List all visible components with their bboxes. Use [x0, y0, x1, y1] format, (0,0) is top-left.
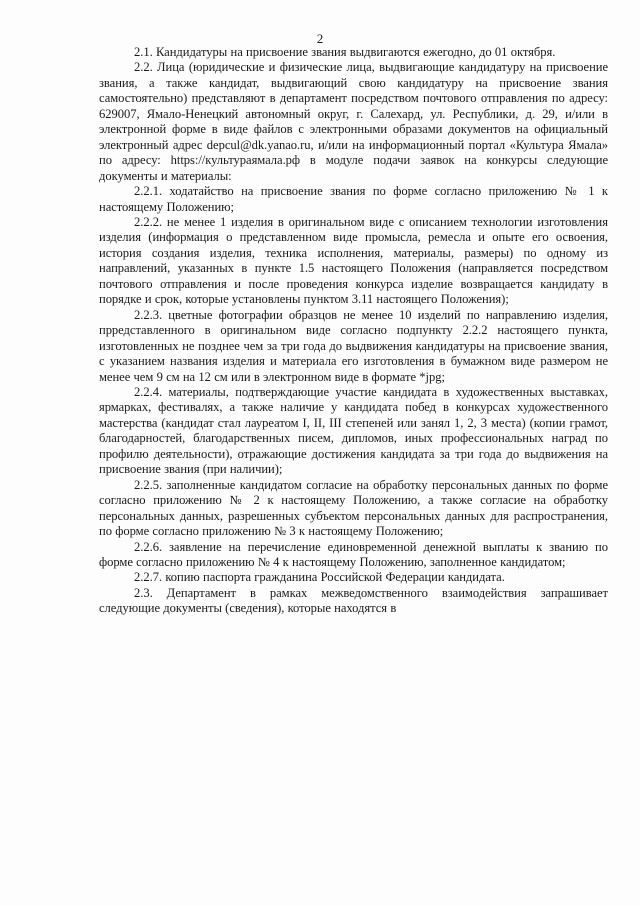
paragraph-2-2-4: 2.2.4. материалы, подтверждающие участие кандидата в художественных выставках, ярмарках, фестивалях, а также наличие у кандидата побед в конкурсах художественного мастерства (кандидат стал лауреатом I, II, III степеней или занял 1, 2, 3 места) (копии грамот, благодарностей, благодарственных писем, дипломов, иных профессиональных наград по профилю деятельности), отражающие достижения кандидата за три года до выдвижения на присвоение звания (при наличии); — [99, 384, 608, 477]
paragraph-2-1: 2.1. Кандидатуры на присвоение звания выдвигаются ежегодно, до 01 октября. — [134, 45, 556, 59]
paragraph-2-2-6: 2.2.6. заявление на перечисление единовременной денежной выплаты к званию по форме согласно приложению № 4 к настоящему Положению, заполненное кандидатом; — [99, 539, 608, 569]
paragraph-2-2-7: 2.2.7. копию паспорта гражданина Российской Федерации кандидата. — [134, 570, 505, 585]
document-body — [99, 45, 608, 617]
paragraph-2-2-5: 2.2.5. заполненные кандидатом согласие на обработку персональных данных по форме согласно приложению № 2 к настоящему Положению, а также согласие на обработку персональных данных, разрешенных субъектом персональных данных для распространения, по форме согласно приложению № 3 к настоящему Положению; — [99, 477, 608, 539]
paragraph-2-2: 2.2. Лица (юридические и физические лица, выдвигающие кандидатуру на присвоение звания, а также кандидат, выдвигающий свою кандидатуру на присвоение звания самостоятельно) представляют в департамент посредством почтового отправления по адресу: 629007, Ямало-Ненецкий автономный округ, г. Салехард, ул. Республики, д. 29, и/или в электронной форме в виде файлов с электронными образами документов на официальный электронный адрес depcul@dk.yanao.ru, и/или на информационный портал «Культура Ямала» по адресу: https://культураямала.рф в модуле подачи заявок на конкурсы следующие документы и материалы: — [99, 60, 608, 183]
paragraph-2-3: 2.3. Департамент в рамках межведомственного взаимодействия запрашивает следующие документы (сведения), которые находятся в — [99, 585, 608, 616]
paragraph-2-2-2: 2.2.2. не менее 1 изделия в оригинальном виде с описанием технологии изготовления изделия (информация о представленном виде промысла, ремесла и опыте его освоения, история создания изделия, техника исполнения, материалы, размеры) по одному из направлений, указанных в пункте 1.5 настоящего Положения (направляется посредством почтового отправления и после проведения конкурса изделие возвращается кандидату в порядке и срок, которые установлены пунктом 3.11 настоящего Положения); — [99, 214, 608, 307]
page-number: 2 — [316, 31, 324, 46]
paragraph-2-2-1: 2.2.1. ходатайство на присвоение звания по форме согласно приложению № 1 к настоящему Положению; — [99, 184, 608, 214]
paragraph-2-2-3: 2.2.3. цветные фотографии образцов не менее 10 изделий по направлению изделия, прредставленного в оригинальном виде согласно подпункту 2.2.2 настоящего пункта, изготовленных не позднее чем за три года до выдвижения кандидатуры на присвоение звания, с указанием названия изделия и материала его изготовления в бумажном виде размером не менее чем 9 см на 12 см или в электронном виде в формате *jpg; — [99, 307, 608, 384]
